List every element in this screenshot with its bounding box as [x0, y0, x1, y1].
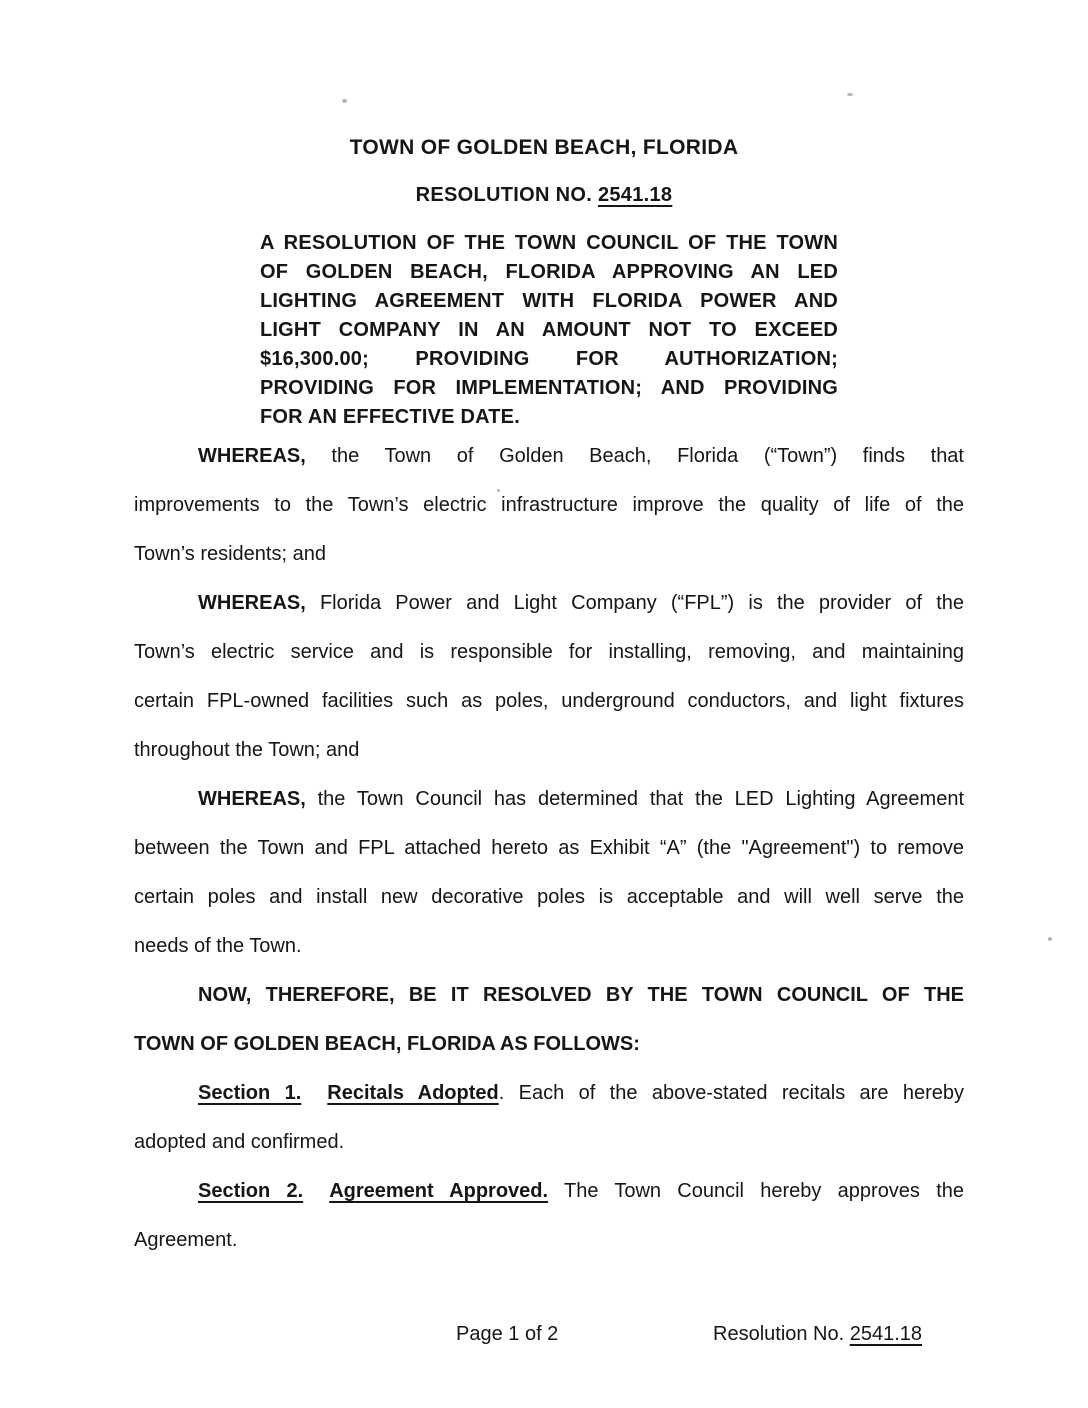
section-1-number: Section 1.: [198, 1082, 302, 1104]
caption-line: LIGHTING AGREEMENT WITH FLORIDA POWER AND: [260, 290, 838, 312]
document-title: TOWN OF GOLDEN BEACH, FLORIDA: [349, 136, 739, 159]
section-2-text: The Town Council hereby approves the: [548, 1180, 964, 1202]
section-1-line: [134, 1069, 964, 1118]
whereas-1-line: [134, 432, 964, 481]
whereas-2-line: certain FPL-owned facilities such as poles, underground conductors, and light fixtures: [134, 690, 964, 712]
caption-line: OF GOLDEN BEACH, FLORIDA APPROVING AN LED: [260, 261, 838, 283]
section-2-title: Agreement Approved.: [329, 1180, 549, 1202]
caption-line: $16,300.00; PROVIDING FOR AUTHORIZATION;: [260, 348, 838, 370]
resolution-label: RESOLUTION NO.: [415, 184, 598, 206]
scan-artifact: [497, 489, 500, 492]
whereas-1-line: Town’s residents; and: [134, 543, 326, 565]
caption-line: FOR AN EFFECTIVE DATE.: [260, 406, 520, 428]
whereas-text: the Town of Golden Beach, Florida (“Town”) finds that: [305, 445, 964, 467]
resolved-clause-line: NOW, THEREFORE, BE IT RESOLVED BY THE TOWN COUNCIL OF THE: [198, 984, 964, 1006]
footer-resolution-label: Resolution No.: [713, 1323, 850, 1345]
scan-artifact: [1048, 937, 1052, 941]
section-1-title: Recitals Adopted: [327, 1082, 499, 1104]
whereas-3-line: [134, 775, 964, 824]
section-1-text: . Each of the above-stated recitals are hereby: [498, 1082, 964, 1104]
document-body: [134, 432, 964, 1265]
whereas-2-line: throughout the Town; and: [134, 739, 360, 761]
whereas-3-line: certain poles and install new decorative poles is acceptable and will well serve the: [134, 886, 964, 908]
whereas-text: the Town Council has determined that the LED Lighting Agreement: [305, 788, 964, 810]
whereas-text: Florida Power and Light Company (“FPL”) is the provider of the: [305, 592, 964, 614]
whereas-3-line: needs of the Town.: [134, 935, 302, 957]
section-2-number: Section 2.: [198, 1180, 304, 1202]
section-2-line: [134, 1167, 964, 1216]
whereas-lead: WHEREAS,: [198, 445, 306, 467]
whereas-lead: WHEREAS,: [198, 592, 306, 614]
section-1-line: adopted and confirmed.: [134, 1131, 345, 1153]
caption-line: LIGHT COMPANY IN AN AMOUNT NOT TO EXCEED: [260, 319, 838, 341]
caption-line: PROVIDING FOR IMPLEMENTATION; AND PROVIDING: [260, 377, 838, 399]
scan-artifact: [847, 93, 853, 96]
whereas-2-line: Town’s electric service and is responsible for installing, removing, and maintaining: [134, 641, 964, 663]
resolved-clause-line: TOWN OF GOLDEN BEACH, FLORIDA AS FOLLOWS:: [134, 1033, 640, 1055]
resolution-number-line: [0, 184, 1088, 207]
whereas-lead: WHEREAS,: [198, 788, 306, 810]
whereas-3-line: between the Town and FPL attached hereto as Exhibit “A” (the "Agreement") to remove: [134, 837, 964, 859]
resolution-caption: [260, 229, 838, 432]
footer-resolution-number: 2541.18: [849, 1323, 923, 1345]
section-2-line: Agreement.: [134, 1229, 238, 1251]
page-number: Page 1 of 2: [456, 1323, 559, 1345]
footer-resolution: [713, 1323, 922, 1346]
whereas-1-line: improvements to the Town’s electric infrastructure improve the quality of life of the: [134, 494, 964, 516]
resolution-number: 2541.18: [597, 184, 673, 206]
scan-artifact: [342, 99, 347, 103]
whereas-2-line: [134, 579, 964, 628]
caption-line: A RESOLUTION OF THE TOWN COUNCIL OF THE TOWN: [260, 232, 838, 254]
